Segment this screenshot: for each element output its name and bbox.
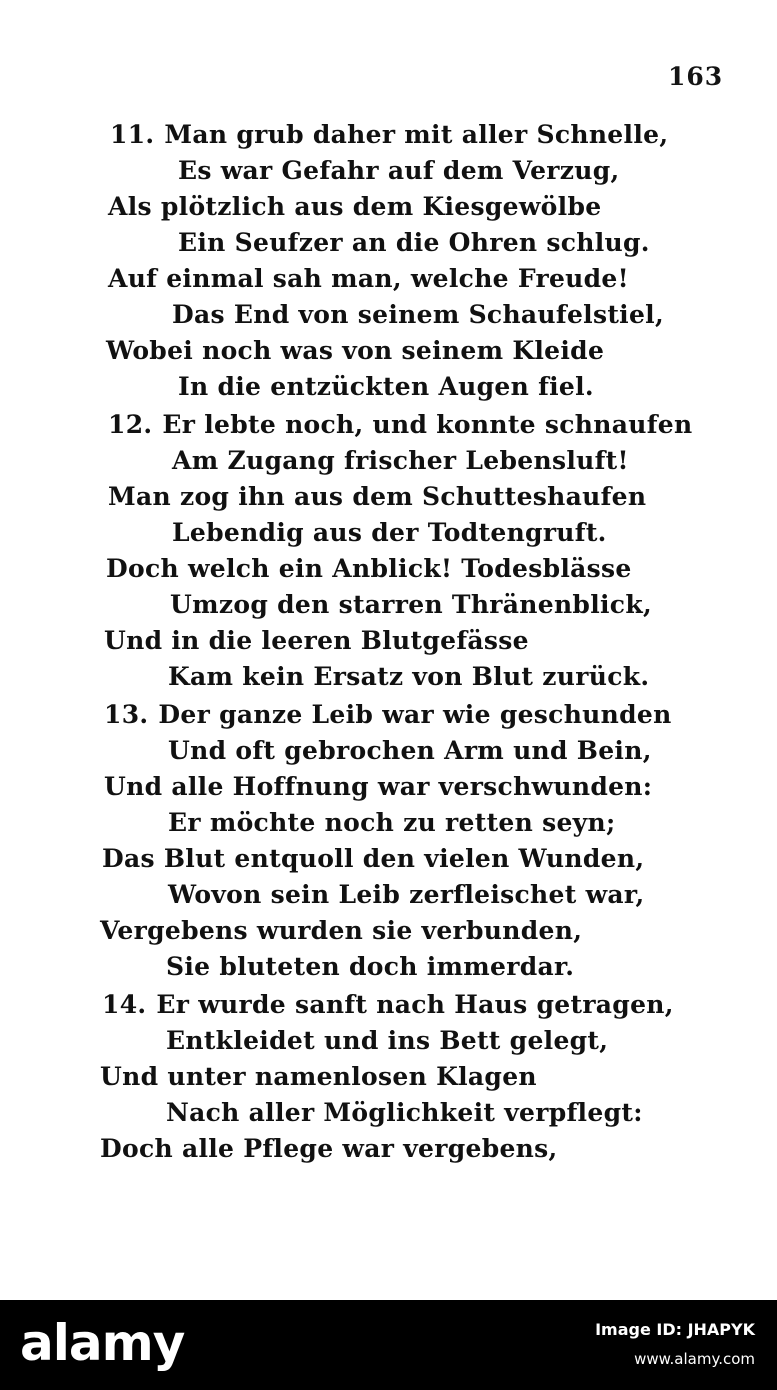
page-number: 163 — [668, 62, 724, 91]
poem-line: Wovon sein Leib zerfleischet war, — [168, 880, 645, 909]
poem-line: Und in die leeren Blutgefässe — [104, 626, 529, 655]
poem-line: Man zog ihn aus dem Schutteshaufen — [108, 482, 647, 511]
poem-line: 14. Er wurde sanft nach Haus getragen, — [102, 990, 674, 1019]
poem-line: Ein Seufzer an die Ohren schlug. — [178, 228, 650, 257]
image-id: Image ID: JHAPYK — [595, 1320, 755, 1339]
poem-line: Wobei noch was von seinem Kleide — [106, 336, 605, 365]
poem-line: Und unter namenlosen Klagen — [100, 1062, 537, 1091]
poem-line: Auf einmal sah man, welche Freude! — [108, 264, 629, 293]
poem-line: Und oft gebrochen Arm und Bein, — [168, 736, 652, 765]
poem-line: Entkleidet und ins Bett gelegt, — [166, 1026, 609, 1055]
poem-line: Lebendig aus der Todtengruft. — [172, 518, 607, 547]
poem-line: Und alle Hoffnung war verschwunden: — [104, 772, 653, 801]
stanza-number: 13. — [104, 700, 149, 729]
poem-line: 12. Er lebte noch, und konnte schnaufen — [108, 410, 693, 439]
poem-line: Doch welch ein Anblick! Todesblässe — [106, 554, 632, 583]
watermark-banner — [0, 1300, 777, 1390]
stanza-number: 14. — [102, 990, 147, 1019]
poem-line: Das Blut entquoll den vielen Wunden, — [102, 844, 645, 873]
poem-line: In die entzückten Augen fiel. — [178, 372, 594, 401]
site-url: www.alamy.com — [634, 1350, 755, 1368]
poem-line: Das End von seinem Schaufelstiel, — [172, 300, 664, 329]
poem-line: Am Zugang frischer Lebensluft! — [172, 446, 629, 475]
poem-line: Kam kein Ersatz von Blut zurück. — [168, 662, 650, 691]
poem-line: Er möchte noch zu retten seyn; — [168, 808, 616, 837]
poem-line: 13. Der ganze Leib war wie geschunden — [104, 700, 672, 729]
poem-line: Sie bluteten doch immerdar. — [166, 952, 575, 981]
poem-line: Vergebens wurden sie verbunden, — [100, 916, 583, 945]
poem-line: Nach aller Möglichkeit verpflegt: — [166, 1098, 643, 1127]
poem-line: Doch alle Pflege war vergebens, — [100, 1134, 558, 1163]
poem-line: Es war Gefahr auf dem Verzug, — [178, 156, 620, 185]
stanza-number: 12. — [108, 410, 153, 439]
stanza-number: 11. — [110, 120, 155, 149]
poem-line: Als plötzlich aus dem Kiesgewölbe — [108, 192, 602, 221]
poem-line: 11. Man grub daher mit aller Schnelle, — [110, 120, 669, 149]
poem-line: Umzog den starren Thränenblick, — [170, 590, 652, 619]
alamy-logo: alamy — [20, 1314, 185, 1372]
